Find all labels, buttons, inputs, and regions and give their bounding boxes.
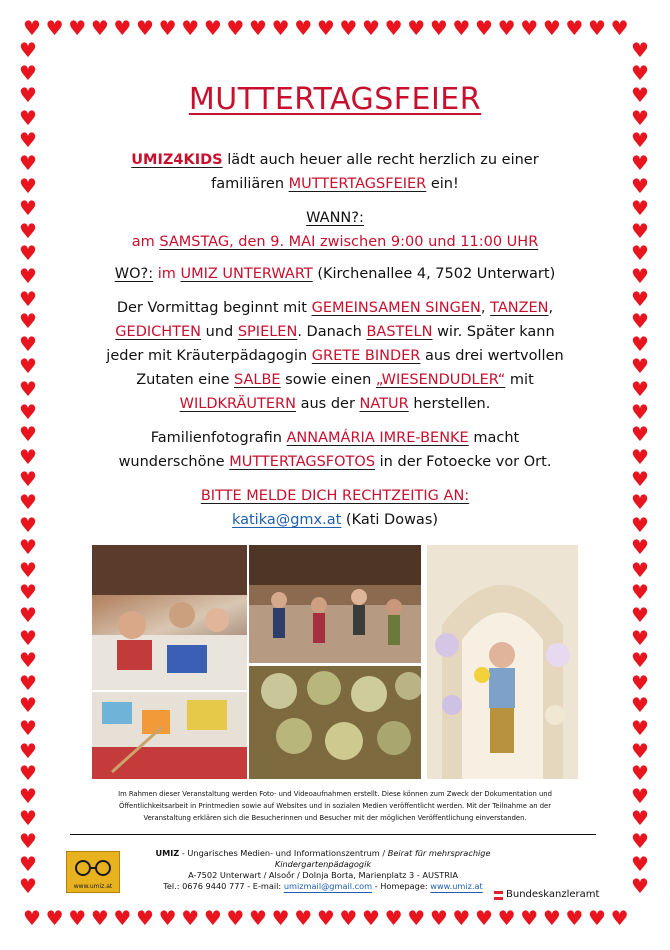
- heart-icon: ♥: [475, 16, 493, 40]
- heart-icon: ♥: [631, 309, 649, 334]
- heart-icon: ♥: [429, 906, 448, 930]
- heart-icon: ♥: [19, 580, 37, 605]
- program-text: Der Vormittag beginnt mit GEMEINSAMEN SINGEN, TANZEN, GEDICHTEN und SPIELEN. Danach BASTELN wir. Später kann jeder mit Kräuterpädagogin GRETE BINDER aus drei wertvollen Zutaten eine SALBE sowie einen „WIESENDUDLER“ mit WILDKRÄUTERN aus der NATUR herstellen.: [106, 300, 564, 412]
- heart-icon: ♥: [271, 906, 290, 930]
- heart-icon: ♥: [23, 906, 41, 930]
- heart-icon: ♥: [19, 354, 37, 379]
- heart-icon: ♥: [497, 906, 516, 930]
- heart-icon: ♥: [19, 557, 37, 582]
- photo-craft-table-art: [92, 545, 247, 690]
- photo-dancing: [249, 545, 421, 663]
- heart-icon: ♥: [631, 580, 649, 605]
- heart-icon: ♥: [631, 783, 649, 808]
- heart-icon: ♥: [631, 422, 649, 447]
- heart-icon: ♥: [631, 512, 649, 537]
- heart-icon: ♥: [19, 467, 37, 492]
- heart-icon: ♥: [475, 906, 493, 930]
- heart-icon: ♥: [565, 16, 584, 40]
- page-title: MUTTERTAGSFEIER: [188, 82, 482, 117]
- when-section: WANN?: am SAMSTAG, den 9. MAI zwischen 9:00 und 11:00 UHR: [131, 210, 539, 250]
- registration-call: BITTE MELDE DICH RECHTZEITIG AN:: [200, 488, 470, 504]
- heart-icon: ♥: [19, 829, 37, 853]
- heart-icon: ♥: [19, 444, 37, 469]
- heart-icon: ♥: [19, 670, 37, 695]
- heart-icon: ♥: [68, 906, 87, 930]
- heart-icon: ♥: [631, 151, 649, 175]
- homepage-link[interactable]: www.umiz.at: [430, 881, 483, 891]
- heart-icon: ♥: [631, 557, 649, 582]
- heart-icon: ♥: [19, 196, 37, 221]
- heart-icon: ♥: [19, 38, 37, 62]
- heart-icon: ♥: [384, 16, 403, 40]
- heart-icon: ♥: [19, 241, 37, 266]
- heart-icon: ♥: [520, 906, 539, 930]
- heart-icon: ♥: [19, 603, 37, 627]
- heart-icon: ♥: [19, 60, 37, 85]
- heart-icon: ♥: [429, 16, 448, 40]
- heart-icon: ♥: [90, 906, 109, 930]
- heart-icon: ♥: [19, 625, 37, 650]
- heart-icon: ♥: [271, 16, 290, 40]
- heart-icon: ♥: [158, 906, 177, 930]
- heart-icon: ♥: [407, 906, 426, 930]
- heart-icon: ♥: [631, 105, 649, 130]
- heart-icon: ♥: [497, 16, 516, 40]
- photo-salve-jars-art: [249, 666, 421, 779]
- heart-icon: ♥: [631, 444, 649, 469]
- heart-icon: ♥: [631, 761, 649, 786]
- heart-icon: ♥: [631, 738, 649, 763]
- where-section: WO?: im UMIZ UNTERWART (Kirchenallee 4, 7502 Unterwart): [114, 266, 556, 282]
- heart-icon: ♥: [113, 16, 132, 40]
- heart-icon: ♥: [226, 906, 245, 930]
- heart-icon: ♥: [19, 422, 37, 447]
- umiz-logo: www.umiz.at: [66, 851, 120, 893]
- heart-icon: ♥: [249, 906, 267, 930]
- photo-dancing-art: [249, 545, 421, 663]
- heart-icon: ♥: [631, 286, 649, 311]
- heart-icon: ♥: [631, 264, 649, 288]
- photo-craft-table: [92, 545, 247, 690]
- heart-icon: ♥: [19, 309, 37, 334]
- heart-icon: ♥: [631, 806, 649, 831]
- heart-icon: ♥: [136, 16, 154, 40]
- heart-icon: ♥: [631, 218, 649, 243]
- heart-icon: ♥: [158, 16, 177, 40]
- heart-icon: ♥: [19, 648, 37, 673]
- photo-crafts-art: [92, 692, 247, 779]
- when-label: WANN?:: [306, 210, 364, 226]
- heart-icon: ♥: [19, 806, 37, 831]
- heart-icon: ♥: [631, 693, 649, 718]
- event-place: UMIZ UNTERWART: [180, 266, 313, 282]
- heart-icon: ♥: [631, 490, 649, 514]
- heart-icon: ♥: [452, 16, 471, 40]
- heart-icon: ♥: [19, 535, 37, 560]
- heart-icon: ♥: [631, 603, 649, 627]
- heart-icon: ♥: [19, 83, 37, 108]
- heart-icon: ♥: [90, 16, 109, 40]
- intro-text: UMIZ4KIDS lädt auch heuer alle recht herzlich zu einer familiären MUTTERTAGSFEIER ein!: [131, 152, 539, 192]
- heart-icon: ♥: [19, 512, 37, 537]
- heart-icon: ♥: [631, 874, 649, 899]
- heart-icon: ♥: [452, 906, 471, 930]
- heart-icon: ♥: [631, 128, 649, 153]
- heart-icon: ♥: [19, 151, 37, 175]
- heart-icon: ♥: [19, 851, 37, 876]
- event-date: SAMSTAG, den 9. MAI zwischen 9:00 und 11:00 UHR: [159, 234, 539, 250]
- org-name: UMIZ4KIDS: [131, 152, 223, 168]
- heart-icon: ♥: [542, 906, 561, 930]
- heart-icon: ♥: [631, 716, 649, 740]
- heart-icon: ♥: [610, 906, 629, 930]
- heart-icon: ♥: [19, 286, 37, 311]
- heart-icon: ♥: [19, 761, 37, 786]
- heart-icon: ♥: [19, 716, 37, 740]
- heart-icon: ♥: [631, 354, 649, 379]
- heart-icon: ♥: [339, 906, 358, 930]
- heart-icon: ♥: [407, 16, 426, 40]
- heart-icon: ♥: [631, 625, 649, 650]
- heart-icon: ♥: [19, 399, 37, 424]
- heart-icon: ♥: [631, 535, 649, 560]
- heart-icon: ♥: [316, 906, 335, 930]
- heart-icon: ♥: [362, 906, 380, 930]
- footer-info: UMIZ - Ungarisches Medien- und Informationszentrum / Beirat für mehrsprachige Kindergartenpädagogik A-7502 Unterwart / Alsoőr / Dolnja Borta, Marienplatz 3 - AUSTRIA Tel.: 0676 9440 777 - E-mail: umizmail@gmail.com - Homepage: www.umiz.at: [155, 848, 491, 891]
- heart-icon: ♥: [19, 173, 37, 198]
- heart-icon: ♥: [631, 648, 649, 673]
- heart-icon: ♥: [631, 196, 649, 221]
- heart-icon: ♥: [631, 851, 649, 876]
- heart-icon: ♥: [19, 105, 37, 130]
- heart-icon: ♥: [203, 906, 222, 930]
- heart-icon: ♥: [588, 16, 606, 40]
- photo-disclaimer: Im Rahmen dieser Veranstaltung werden Foto- und Videoaufnahmen erstellt. Diese können zum Zweck der Dokumentation und Öffentlichkeitsarbeit in Printmedien sowie auf Websites und in sozialen Medien veröffentlicht werden. Mit der Teilnahme an der Veranstaltung erklären sich die Besucherinnen und Besucher mit der möglichen Veröffentlichung einverstanden.: [118, 790, 552, 822]
- heart-icon: ♥: [631, 467, 649, 492]
- heart-icon: ♥: [631, 331, 649, 356]
- heart-icon: ♥: [19, 490, 37, 514]
- heart-icon: ♥: [203, 16, 222, 40]
- heart-icon: ♥: [23, 16, 41, 40]
- heart-icon: ♥: [542, 16, 561, 40]
- heart-icon: ♥: [226, 16, 245, 40]
- footer-email-link[interactable]: umizmail@gmail.com: [283, 881, 373, 891]
- heart-icon: ♥: [631, 829, 649, 853]
- heart-icon: ♥: [68, 16, 87, 40]
- event-name: MUTTERTAGSFEIER: [288, 176, 427, 192]
- heart-icon: ♥: [631, 241, 649, 266]
- heart-icon: ♥: [384, 906, 403, 930]
- photo-crafts: [92, 692, 247, 779]
- heart-icon: ♥: [136, 906, 154, 930]
- email-link[interactable]: katika@gmx.at: [231, 512, 342, 528]
- sponsor-label: Bundeskanzleramt: [506, 889, 600, 900]
- heart-icon: ♥: [19, 874, 37, 899]
- heart-icon: ♥: [19, 264, 37, 288]
- austrian-flag-icon: [494, 891, 503, 900]
- heart-icon: ♥: [610, 16, 629, 40]
- where-label: WO?:: [114, 266, 154, 282]
- heart-icon: ♥: [45, 16, 64, 40]
- photographer-text: Familienfotografin ANNAMÁRIA IMRE-BENKE macht wunderschöne MUTTERTAGSFOTOS in der Fotoecke vor Ort.: [118, 430, 552, 470]
- heart-icon: ♥: [19, 218, 37, 243]
- photo-boy-portrait: [427, 545, 578, 779]
- footer-divider: [70, 834, 596, 835]
- heart-icon: ♥: [588, 906, 606, 930]
- heart-icon: ♥: [19, 331, 37, 356]
- photo-boy-portrait-art: [427, 545, 578, 779]
- heart-icon: ♥: [631, 83, 649, 108]
- heart-icon: ♥: [19, 783, 37, 808]
- heart-icon: ♥: [316, 16, 335, 40]
- heart-icon: ♥: [113, 906, 132, 930]
- heart-icon: ♥: [631, 377, 649, 401]
- heart-icon: ♥: [19, 377, 37, 401]
- photo-salve-jars: [249, 666, 421, 779]
- heart-icon: ♥: [19, 128, 37, 153]
- heart-icon: ♥: [181, 906, 200, 930]
- heart-icon: ♥: [45, 906, 64, 930]
- heart-icon: ♥: [631, 173, 649, 198]
- registration: BITTE MELDE DICH RECHTZEITIG AN: katika@gmx.at (Kati Dowas): [200, 488, 470, 528]
- heart-icon: ♥: [294, 906, 313, 930]
- heart-icon: ♥: [362, 16, 380, 40]
- heart-icon: ♥: [339, 16, 358, 40]
- heart-icon: ♥: [19, 693, 37, 718]
- heart-icon: ♥: [249, 16, 267, 40]
- heart-icon: ♥: [520, 16, 539, 40]
- heart-icon: ♥: [294, 16, 313, 40]
- heart-icon: ♥: [181, 16, 200, 40]
- heart-icon: ♥: [631, 60, 649, 85]
- heart-icon: ♥: [19, 738, 37, 763]
- heart-icon: ♥: [631, 670, 649, 695]
- heart-icon: ♥: [631, 399, 649, 424]
- heart-icon: ♥: [565, 906, 584, 930]
- heart-icon: ♥: [631, 38, 649, 62]
